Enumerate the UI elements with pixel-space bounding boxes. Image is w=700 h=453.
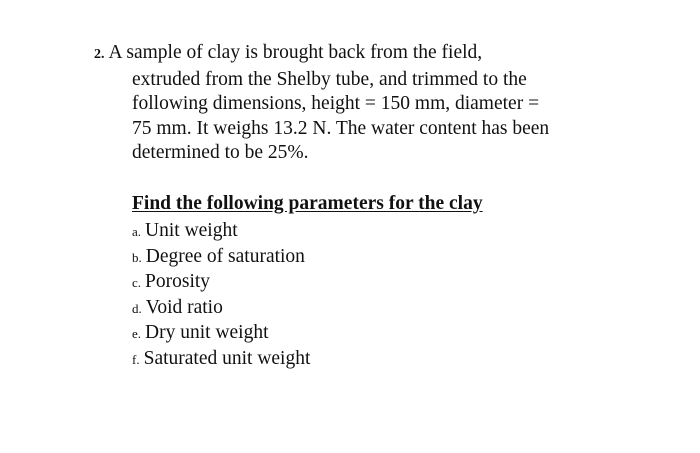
item-marker: d. [132,300,142,316]
problem-number: 2. [94,47,105,62]
problem-statement [94,41,614,166]
list-item [132,321,310,347]
problem-text-line-5: determined to be 25%. [132,142,309,163]
item-marker: f. [132,351,140,367]
problem-text-line-2: extruded from the Shelby tube, and trimmed to the [132,68,527,90]
problem-text-line-1: A sample of clay is brought back from the field, [108,42,483,63]
item-text: Porosity [145,271,211,293]
list-item [132,219,310,245]
item-marker: b. [132,249,142,265]
problem-text-line-3: following dimensions, height = 150 mm, diameter = [132,93,540,114]
section-heading: Find the following parameters for the clay [132,193,483,214]
list-item [132,270,310,296]
item-marker: c. [132,275,142,291]
item-text: Dry unit weight [145,322,269,344]
item-text: Void ratio [145,296,223,318]
item-marker: a. [132,224,142,239]
list-item [132,245,310,271]
problem-text-line-4: 75 mm. It weighs 13.2 N. The water content has been [132,117,550,139]
item-text: Saturated unit weight [143,347,311,369]
item-marker: e. [132,326,142,342]
parameter-list [132,219,310,373]
problem-line-1 [94,41,614,68]
item-text: Degree of saturation [145,245,305,267]
item-text: Unit weight [145,220,238,241]
list-item [132,347,310,373]
list-item [132,296,310,322]
